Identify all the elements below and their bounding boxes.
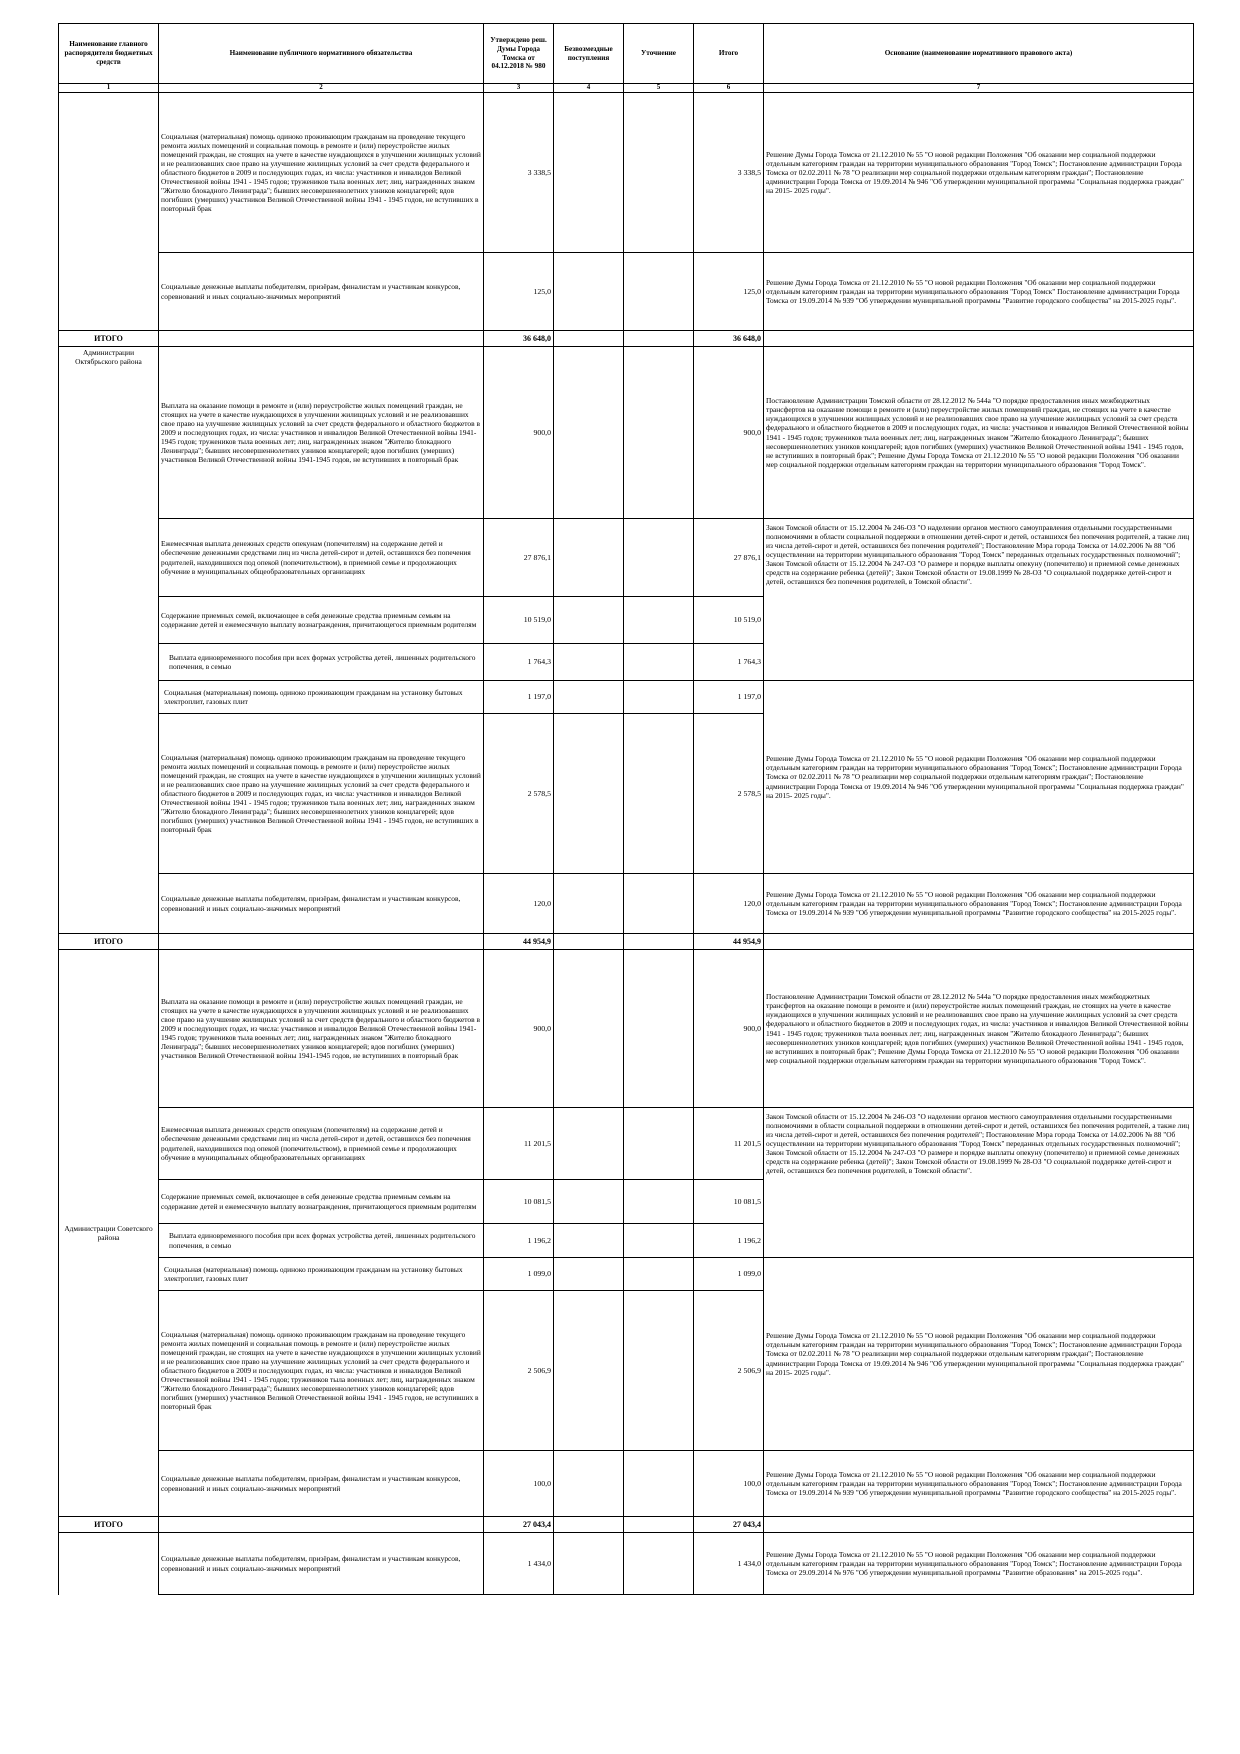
total-row [59, 331, 1194, 347]
approved-total: 27 043,4 [484, 1517, 554, 1533]
refinement-cell [624, 681, 694, 714]
colnum: 1 [59, 84, 159, 93]
total-cell: 27 876,1 [694, 519, 764, 597]
grants-cell [554, 950, 624, 1108]
approved-cell: 2 506,9 [484, 1291, 554, 1451]
budget-table-page [58, 23, 1193, 1595]
colnum: 4 [554, 84, 624, 93]
table-row [59, 1451, 1194, 1517]
refinement-cell [624, 1291, 694, 1451]
table-header-row [59, 24, 1194, 84]
basis-cell: Постановление Администрации Томской области от 28.12.2012 № 544а "О порядке предоставления иных межбюджетных трансфертов на оказание помощи в ремонте и (или) переустройстве жилых помещений граждан, не стоящих на учете в качестве нуждающихся в улучшении жилищных условий и не реализовавших свое право на улучшение жилищных условий за счет средств федерального и областного бюджетов в 2009 и последующих годах, из числа: участников и инвалидов Великой Отечественной войны 1941 - 1945 годов; тружеников тыла военных лет; лиц, награжденных знаком "Жителю блокадного Ленинграда"; бывших несовершеннолетних узников концлагерей; вдов погибших (умерших) участников Великой Отечественной войны 1941 - 1945 годов, не вступивших в повторный брак"; Решение Думы Города Томска от 21.12.2010 № 55 "О новой редакции Положения "Об оказании мер социальной поддержки отдельным категориям граждан на территории муниципального образования "Город Томск". [764, 347, 1194, 519]
distributor-cell [59, 93, 159, 331]
grants-cell [554, 874, 624, 934]
total-total: 44 954,9 [694, 934, 764, 950]
empty-cell [764, 331, 1194, 347]
grants-cell [554, 1180, 624, 1224]
grants-cell [554, 1108, 624, 1180]
obligation-cell: Ежемесячная выплата денежных средств опекунам (попечителям) на содержание детей и обеспечение денежными средствами лиц из числа детей-сирот и детей, оставшихся без попечения родителей, находившихся под опекой (попечительством), в приемной семье и продолжающих обучение в муниципальных общеобразовательных организациях [159, 1108, 484, 1180]
colnum: 5 [624, 84, 694, 93]
header-approved: Утверждено реш. Думы Города Томска от 04.12.2018 № 980 [484, 24, 554, 84]
obligation-cell: Содержание приемных семей, включающее в себя денежные средства приемным семьям на содержание детей и ежемесячную выплату вознаграждения, причитающегося приемным родителям [159, 597, 484, 644]
grants-cell [554, 1451, 624, 1517]
approved-cell: 1 196,2 [484, 1224, 554, 1258]
distributor-cell [59, 1533, 159, 1595]
total-cell: 100,0 [694, 1451, 764, 1517]
approved-cell: 1 197,0 [484, 681, 554, 714]
obligation-cell: Выплата единовременного пособия при всех формах устройства детей, лишенных родительского попечения, в семью [159, 1224, 484, 1258]
distributor-sovetsky: Администрации Советского района [59, 950, 159, 1517]
basis-cell: Закон Томской области от 15.12.2004 № 246-ОЗ "О наделении органов местного самоуправления отдельными государственными полномочиями в области социальной поддержки в отношении детей-сирот и детей, оставшихся без попечения родителей, а также лиц из числа детей-сирот и детей, оставшихся без попечения родителей"; Постановление Мэра города Томска от 14.02.2006 № 88 "Об осуществлении на территории муниципального образования "Город Томск" переданных отдельных государственных полномочий"; Закон Томской области от 15.12.2004 № 247-ОЗ "О размере и порядке выплаты опекуну (попечителю) и приемной семье денежных средств на содержание ребенка (детей)"; Закон Томской области от 19.08.1999 № 28-ОЗ "О социальной поддержке детей-сирот и детей, оставшихся без попечения родителей, в Томской области". [764, 519, 1194, 681]
total-label: ИТОГО [59, 331, 159, 347]
public-obligations-table [58, 23, 1194, 1595]
grants-cell [554, 1533, 624, 1595]
header-total: Итого [694, 24, 764, 84]
header-basis: Основание (наименование нормативного правового акта) [764, 24, 1194, 84]
refinement-cell [624, 519, 694, 597]
empty-cell [624, 934, 694, 950]
refinement-cell [624, 1451, 694, 1517]
header-refinement: Уточнение [624, 24, 694, 84]
approved-cell: 900,0 [484, 950, 554, 1108]
approved-cell: 1 434,0 [484, 1533, 554, 1595]
total-cell: 2 578,5 [694, 714, 764, 874]
approved-cell: 10 081,5 [484, 1180, 554, 1224]
obligation-cell: Социальные денежные выплаты победителям, призёрам, финалистам и участникам конкурсов, соревнований и иных социально-значимых мероприятий [159, 1451, 484, 1517]
obligation-cell: Социальные денежные выплаты победителям, призёрам, финалистам и участникам конкурсов, соревнований и иных социально-значимых мероприятий [159, 253, 484, 331]
empty-cell [554, 331, 624, 347]
obligation-cell: Социальные денежные выплаты победителям, призёрам, финалистам и участникам конкурсов, соревнований и иных социально-значимых мероприятий [159, 874, 484, 934]
colnum: 3 [484, 84, 554, 93]
empty-cell [624, 1517, 694, 1533]
approved-cell: 1 099,0 [484, 1258, 554, 1291]
approved-cell: 11 201,5 [484, 1108, 554, 1180]
distributor-oktyabrsky: Администрации Октябрьского района [59, 347, 159, 934]
total-row [59, 1517, 1194, 1533]
total-cell: 10 081,5 [694, 1180, 764, 1224]
obligation-cell: Социальная (материальная) помощь одиноко проживающим гражданам на проведение текущего ремонта жилых помещений и социальная помощь в ремонте и (или) переустройстве жилых помещений граждан, не стоящих на учете в качестве нуждающихся в улучшении жилищных условий и не реализовавших свое право на улучшение жилищных условий за счет средств федерального и областного бюджетов в 2009 и последующих годах, из числа: участников и инвалидов Великой Отечественной войны 1941 - 1945 годов; тружеников тыла военных лет; лиц, награжденных знаком "Жителю блокадного Ленинграда"; бывших несовершеннолетних узников концлагерей; вдов погибших (умерших) участников Великой Отечественной войны 1941 - 1945 годов, не вступивших в повторный брак [159, 714, 484, 874]
empty-cell [159, 331, 484, 347]
grants-cell [554, 714, 624, 874]
empty-cell [554, 934, 624, 950]
total-cell: 1 764,3 [694, 644, 764, 681]
refinement-cell [624, 253, 694, 331]
table-row [59, 1258, 1194, 1291]
table-row [59, 681, 1194, 714]
refinement-cell [624, 644, 694, 681]
empty-cell [159, 934, 484, 950]
obligation-cell: Социальная (материальная) помощь одиноко проживающим гражданам на проведение текущего ремонта жилых помещений и социальная помощь в ремонте и (или) переустройстве жилых помещений граждан, не стоящих на учете в качестве нуждающихся в улучшении жилищных условий и не реализовавших свое право на улучшение жилищных условий за счет средств федерального и областного бюджетов в 2009 и последующих годах, из числа: участников и инвалидов Великой Отечественной войны 1941 - 1945 годов; тружеников тыла военных лет; лиц, награжденных знаком "Жителю блокадного Ленинграда"; бывших несовершеннолетних узников концлагерей; вдов погибших (умерших) участников Великой Отечественной войны 1941 - 1945 годов, не вступивших в повторный брак [159, 1291, 484, 1451]
total-cell: 900,0 [694, 950, 764, 1108]
refinement-cell [624, 347, 694, 519]
refinement-cell [624, 93, 694, 253]
refinement-cell [624, 1258, 694, 1291]
total-label: ИТОГО [59, 1517, 159, 1533]
obligation-cell: Выплата на оказание помощи в ремонте и (или) переустройстве жилых помещений граждан, не стоящих на учете в качестве нуждающихся в улучшении жилищных условий и не реализовавших свое право на улучшение жилищных условий за счет средств федерального и областного бюджетов в 2009 и последующих годах, из числа: участников и инвалидов Великой Отечественной войны 1941-1945 годов; тружеников тыла военных лет; лиц, награжденных знаком "Жителю блокадного Ленинграда"; бывших несовершеннолетних узников концлагерей; вдов погибших (умерших) участников Великой Отечественной войны 1941-1945 годов, не вступивших в повторный брак [159, 347, 484, 519]
header-distributor: Наименование главного распорядителя бюджетных средств [59, 24, 159, 84]
total-cell: 1 196,2 [694, 1224, 764, 1258]
obligation-cell: Содержание приемных семей, включающее в себя денежные средства приемным семьям на содержание детей и ежемесячную выплату вознаграждения, причитающегося приемным родителям [159, 1180, 484, 1224]
approved-cell: 10 519,0 [484, 597, 554, 644]
refinement-cell [624, 1533, 694, 1595]
approved-cell: 900,0 [484, 347, 554, 519]
total-row [59, 934, 1194, 950]
grants-cell [554, 597, 624, 644]
refinement-cell [624, 1108, 694, 1180]
table-row [59, 1108, 1194, 1180]
approved-cell: 3 338,5 [484, 93, 554, 253]
obligation-cell: Социальные денежные выплаты победителям, призёрам, финалистам и участникам конкурсов, соревнований и иных социально-значимых мероприятий [159, 1533, 484, 1595]
column-number-row [59, 84, 1194, 93]
table-row [59, 519, 1194, 597]
total-cell: 2 506,9 [694, 1291, 764, 1451]
total-cell: 10 519,0 [694, 597, 764, 644]
approved-cell: 120,0 [484, 874, 554, 934]
grants-cell [554, 93, 624, 253]
empty-cell [159, 1517, 484, 1533]
header-obligation: Наименование публичного нормативного обязательства [159, 24, 484, 84]
approved-cell: 125,0 [484, 253, 554, 331]
basis-cell: Решение Думы Города Томска от 21.12.2010 № 55 "О новой редакции Положения "Об оказании мер социальной поддержки отдельным категориям граждан на территории муниципального образования "Город Томск"; Постановление администрации Города Томска от 02.02.2011 № 78 "О реализации мер социальной поддержки отдельным категориям граждан"; Постановление администрации Города Томска от 19.09.2014 № 946 "Об утверждении муниципальной программы "Социальная поддержка граждан" на 2015- 2025 годы". [764, 681, 1194, 874]
colnum: 2 [159, 84, 484, 93]
total-total: 27 043,4 [694, 1517, 764, 1533]
total-cell: 3 338,5 [694, 93, 764, 253]
total-cell: 900,0 [694, 347, 764, 519]
approved-cell: 2 578,5 [484, 714, 554, 874]
table-row [59, 347, 1194, 519]
total-cell: 125,0 [694, 253, 764, 331]
total-cell: 1 197,0 [694, 681, 764, 714]
obligation-cell: Ежемесячная выплата денежных средств опекунам (попечителям) на содержание детей и обеспечение денежными средствами лиц из числа детей-сирот и детей, оставшихся без попечения родителей, находившихся под опекой (попечительством), в приемной семье и продолжающих обучение в муниципальных общеобразовательных организациях [159, 519, 484, 597]
total-cell: 1 099,0 [694, 1258, 764, 1291]
basis-cell: Решение Думы Города Томска от 21.12.2010 № 55 "О новой редакции Положения "Об оказании мер социальной поддержки отдельным категориям граждан на территории муниципального образования "Город Томск"; Постановление администрации Города Томска от 02.02.2011 № 78 "О реализации мер социальной поддержки отдельным категориям граждан"; Постановление администрации Города Томска от 19.09.2014 № 946 "Об утверждении муниципальной программы "Социальная поддержка граждан" на 2015- 2025 годы". [764, 1258, 1194, 1451]
refinement-cell [624, 597, 694, 644]
approved-cell: 1 764,3 [484, 644, 554, 681]
total-cell: 11 201,5 [694, 1108, 764, 1180]
obligation-cell: Социальная (материальная) помощь одиноко проживающим гражданам на установку бытовых электроплит, газовых плит [159, 681, 484, 714]
grants-cell [554, 681, 624, 714]
basis-cell: Постановление Администрации Томской области от 28.12.2012 № 544а "О порядке предоставления иных межбюджетных трансфертов на оказание помощи в ремонте и (или) переустройстве жилых помещений граждан, не стоящих на учете в качестве нуждающихся в улучшении жилищных условий и не реализовавших свое право на улучшение жилищных условий за счет средств федерального и областного бюджетов в 2009 и последующих годах, из числа: участников и инвалидов Великой Отечественной войны 1941 - 1945 годов; тружеников тыла военных лет; лиц, награжденных знаком "Жителю блокадного Ленинграда"; бывших несовершеннолетних узников концлагерей; вдов погибших (умерших) участников Великой Отечественной войны 1941 - 1945 годов, не вступивших в повторный брак"; Решение Думы Города Томска от 21.12.2010 № 55 "О новой редакции Положения "Об оказании мер социальной поддержки отдельным категориям граждан на территории муниципального образования "Город Томск". [764, 950, 1194, 1108]
refinement-cell [624, 950, 694, 1108]
basis-cell: Закон Томской области от 15.12.2004 № 246-ОЗ "О наделении органов местного самоуправления отдельными государственными полномочиями в области социальной поддержки в отношении детей-сирот и детей, оставшихся без попечения родителей, а также лиц из числа детей-сирот и детей, оставшихся без попечения родителей"; Постановление Мэра города Томска от 14.02.2006 № 88 "Об осуществлении на территории муниципального образования "Город Томск" переданных отдельных государственных полномочий"; Закон Томской области от 15.12.2004 № 247-ОЗ "О размере и порядке выплаты опекуну (попечителю) и приемной семье денежных средств на содержание ребенка (детей)"; Закон Томской области от 19.08.1999 № 28-ОЗ "О социальной поддержке детей-сирот и детей, оставшихся без попечения родителей, в Томской области". [764, 1108, 1194, 1258]
grants-cell [554, 519, 624, 597]
table-row [59, 253, 1194, 331]
refinement-cell [624, 1180, 694, 1224]
grants-cell [554, 347, 624, 519]
approved-total: 44 954,9 [484, 934, 554, 950]
approved-cell: 100,0 [484, 1451, 554, 1517]
colnum: 6 [694, 84, 764, 93]
basis-cell: Решение Думы Города Томска от 21.12.2010 № 55 "О новой редакции Положения "Об оказании мер социальной поддержки отдельным категориям граждан на территории муниципального образования "Город Томск"; Постановление администрации Города Томска от 29.09.2014 № 976 "Об утверждении муниципальной программы "Развитие образования" на 2015-2025 годы". [764, 1533, 1194, 1595]
refinement-cell [624, 874, 694, 934]
colnum: 7 [764, 84, 1194, 93]
empty-cell [764, 1517, 1194, 1533]
obligation-cell: Социальная (материальная) помощь одиноко проживающим гражданам на проведение текущего ремонта жилых помещений и социальная помощь в ремонте и (или) переустройстве жилых помещений граждан, не стоящих на учете в качестве нуждающихся в улучшении жилищных условий и не реализовавших свое право на улучшение жилищных условий за счет средств федерального и областного бюджетов в 2009 и последующих годах, из числа: участников и инвалидов Великой Отечественной войны 1941 - 1945 годов; тружеников тыла военных лет; лиц, награжденных знаком "Жителю блокадного Ленинграда"; бывших несовершеннолетних узников концлагерей; вдов погибших (умерших) участников Великой Отечественной войны 1941 - 1945 годов, не вступивших в повторный брак [159, 93, 484, 253]
total-total: 36 648,0 [694, 331, 764, 347]
total-label: ИТОГО [59, 934, 159, 950]
basis-cell: Решение Думы Города Томска от 21.12.2010 № 55 "О новой редакции Положения "Об оказании мер социальной поддержки отдельным категориям граждан на территории муниципального образования "Город Томск"; Постановление администрации Города Томска от 19.09.2014 № 939 "Об утверждении муниципальной программы "Развитие городского сообщества" на 2015-2025 годы". [764, 1451, 1194, 1517]
table-row [59, 1533, 1194, 1595]
empty-cell [554, 1517, 624, 1533]
refinement-cell [624, 714, 694, 874]
grants-cell [554, 1258, 624, 1291]
obligation-cell: Социальная (материальная) помощь одиноко проживающим гражданам на установку бытовых электроплит, газовых плит [159, 1258, 484, 1291]
table-row [59, 874, 1194, 934]
grants-cell [554, 644, 624, 681]
table-row [59, 93, 1194, 253]
grants-cell [554, 253, 624, 331]
grants-cell [554, 1224, 624, 1258]
grants-cell [554, 1291, 624, 1451]
approved-cell: 27 876,1 [484, 519, 554, 597]
total-cell: 120,0 [694, 874, 764, 934]
empty-cell [624, 331, 694, 347]
basis-cell: Решение Думы Города Томска от 21.12.2010 № 55 "О новой редакции Положения "Об оказании мер социальной поддержки отдельным категориям граждан на территории муниципального образования "Город Томск"; Постановление администрации Города Томска от 19.09.2014 № 939 "Об утверждении муниципальной программы "Развитие городского сообщества" на 2015-2025 годы". [764, 874, 1194, 934]
obligation-cell: Выплата на оказание помощи в ремонте и (или) переустройстве жилых помещений граждан, не стоящих на учете в качестве нуждающихся в улучшении жилищных условий и не реализовавших свое право на улучшение жилищных условий за счет средств федерального и областного бюджетов в 2009 и последующих годах, из числа: участников и инвалидов Великой Отечественной войны 1941-1945 годов; тружеников тыла военных лет; лиц, награжденных знаком "Жителю блокадного Ленинграда"; бывших несовершеннолетних узников концлагерей; вдов погибших (умерших) участников Великой Отечественной войны 1941-1945 годов, не вступивших в повторный брак [159, 950, 484, 1108]
table-row [59, 950, 1194, 1108]
approved-total: 36 648,0 [484, 331, 554, 347]
total-cell: 1 434,0 [694, 1533, 764, 1595]
header-grants: Безвозмездные поступления [554, 24, 624, 84]
empty-cell [764, 934, 1194, 950]
basis-cell: Решение Думы Города Томска от 21.12.2010 № 55 "О новой редакции Положения "Об оказании мер социальной поддержки отдельным категориям граждан на территории муниципального образования "Город Томск" Постановление администрации Города Томска от 19.09.2014 № 939 "Об утверждении муниципальной программы "Развитие городского сообщества" на 2015-2025 годы". [764, 253, 1194, 331]
obligation-cell: Выплата единовременного пособия при всех формах устройства детей, лишенных родительского попечения, в семью [159, 644, 484, 681]
basis-cell: Решение Думы Города Томска от 21.12.2010 № 55 "О новой редакции Положения "Об оказании мер социальной поддержки отдельным категориям граждан на территории муниципального образования "Город Томск"; Постановление администрации Города Томска от 02.02.2011 № 78 "О реализации мер социальной поддержки отдельным категориям граждан"; Постановление администрации Города Томска от 19.09.2014 № 946 "Об утверждении муниципальной программы "Социальная поддержка граждан" на 2015- 2025 годы". [764, 93, 1194, 253]
refinement-cell [624, 1224, 694, 1258]
